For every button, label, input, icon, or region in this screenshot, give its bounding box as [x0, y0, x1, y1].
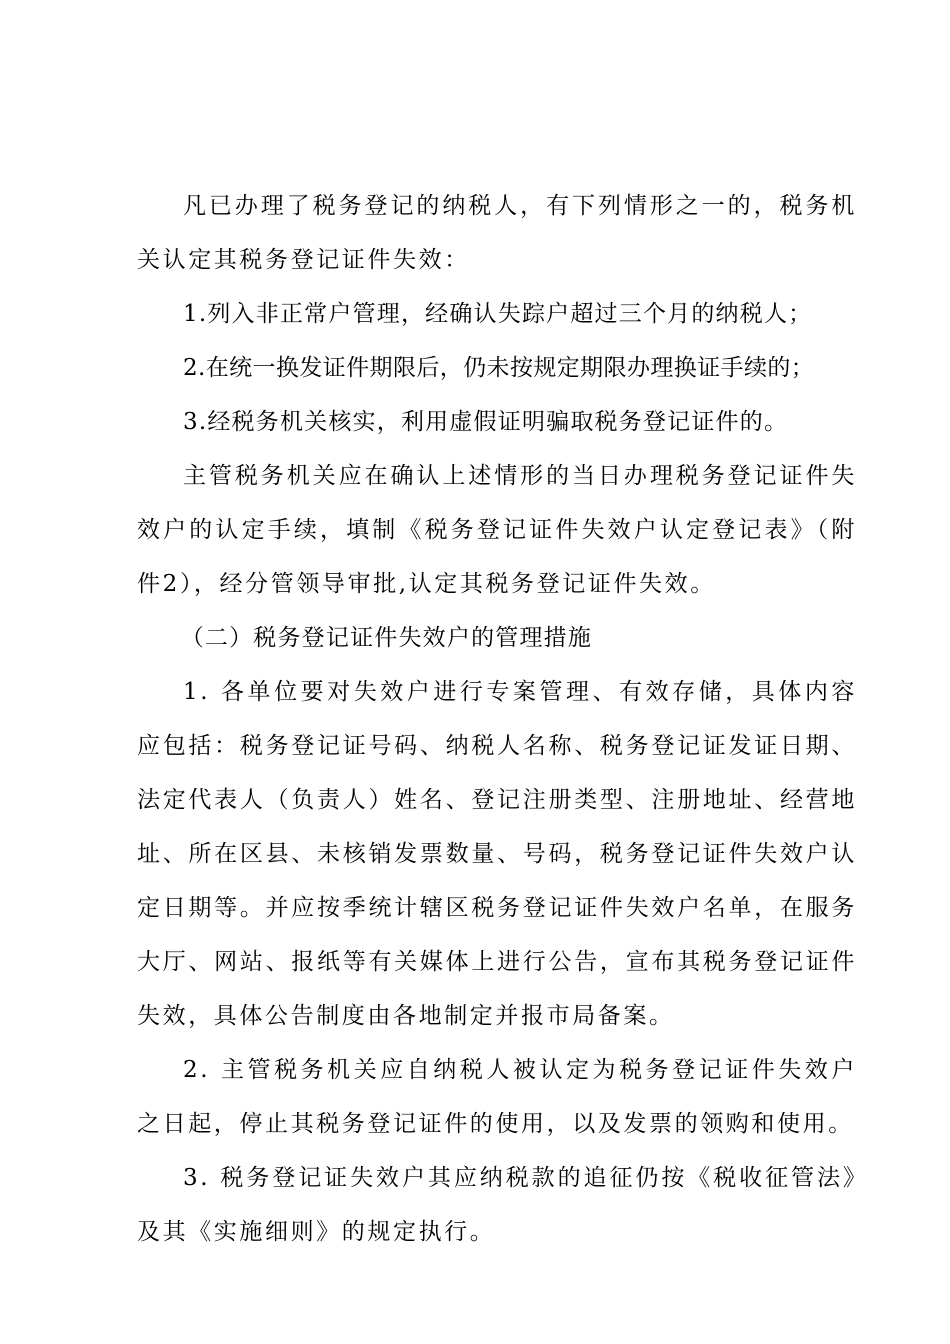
paragraph-invalid-conditions: 凡已办理了税务登记的纳税人，有下列情形之一的，税务机关认定其税务登记证件失效：	[137, 193, 857, 273]
document-body	[137, 179, 857, 1259]
paragraph-item-2: 2.在统一换发证件期限后，仍未按规定期限办理换证手续的；	[183, 355, 815, 381]
paragraph-item-3: 3.经税务机关核实，利用虚假证明骗取税务登记证件的。	[183, 409, 789, 435]
section-heading: （二）税务登记证件失效户的管理措施	[180, 625, 593, 651]
paragraph-item-1: 1.列入非正常户管理，经确认失踪户超过三个月的纳税人；	[183, 301, 813, 327]
paragraph-measure-3: 3. 税务登记证失效户其应纳税款的追征仍按《税收征管法》及其《实施细则》的规定执行。	[137, 1165, 857, 1245]
paragraph-authority-procedure: 主管税务机关应在确认上述情形的当日办理税务登记证件失效户的认定手续，填制《税务登记证件失效户认定登记表》（附件2），经分管领导审批,认定其税务登记证件失效。	[137, 463, 857, 597]
paragraph-measure-2: 2. 主管税务机关应自纳税人被认定为税务登记证件失效户之日起，停止其税务登记证件的使用，以及发票的领购和使用。	[137, 1057, 857, 1137]
paragraph-measure-1: 1. 各单位要对失效户进行专案管理、有效存储，具体内容应包括：税务登记证号码、纳税人名称、税务登记证发证日期、法定代表人（负责人）姓名、登记注册类型、注册地址、经营地址、所在区县、未核销发票数量、号码，税务登记证件失效户认定日期等。并应按季统计辖区税务登记证件失效户名单，在服务大厅、网站、报纸等有关媒体上进行公告，宣布其税务登记证件失效，具体公告制度由各地制定并报市局备案。	[137, 679, 857, 1029]
